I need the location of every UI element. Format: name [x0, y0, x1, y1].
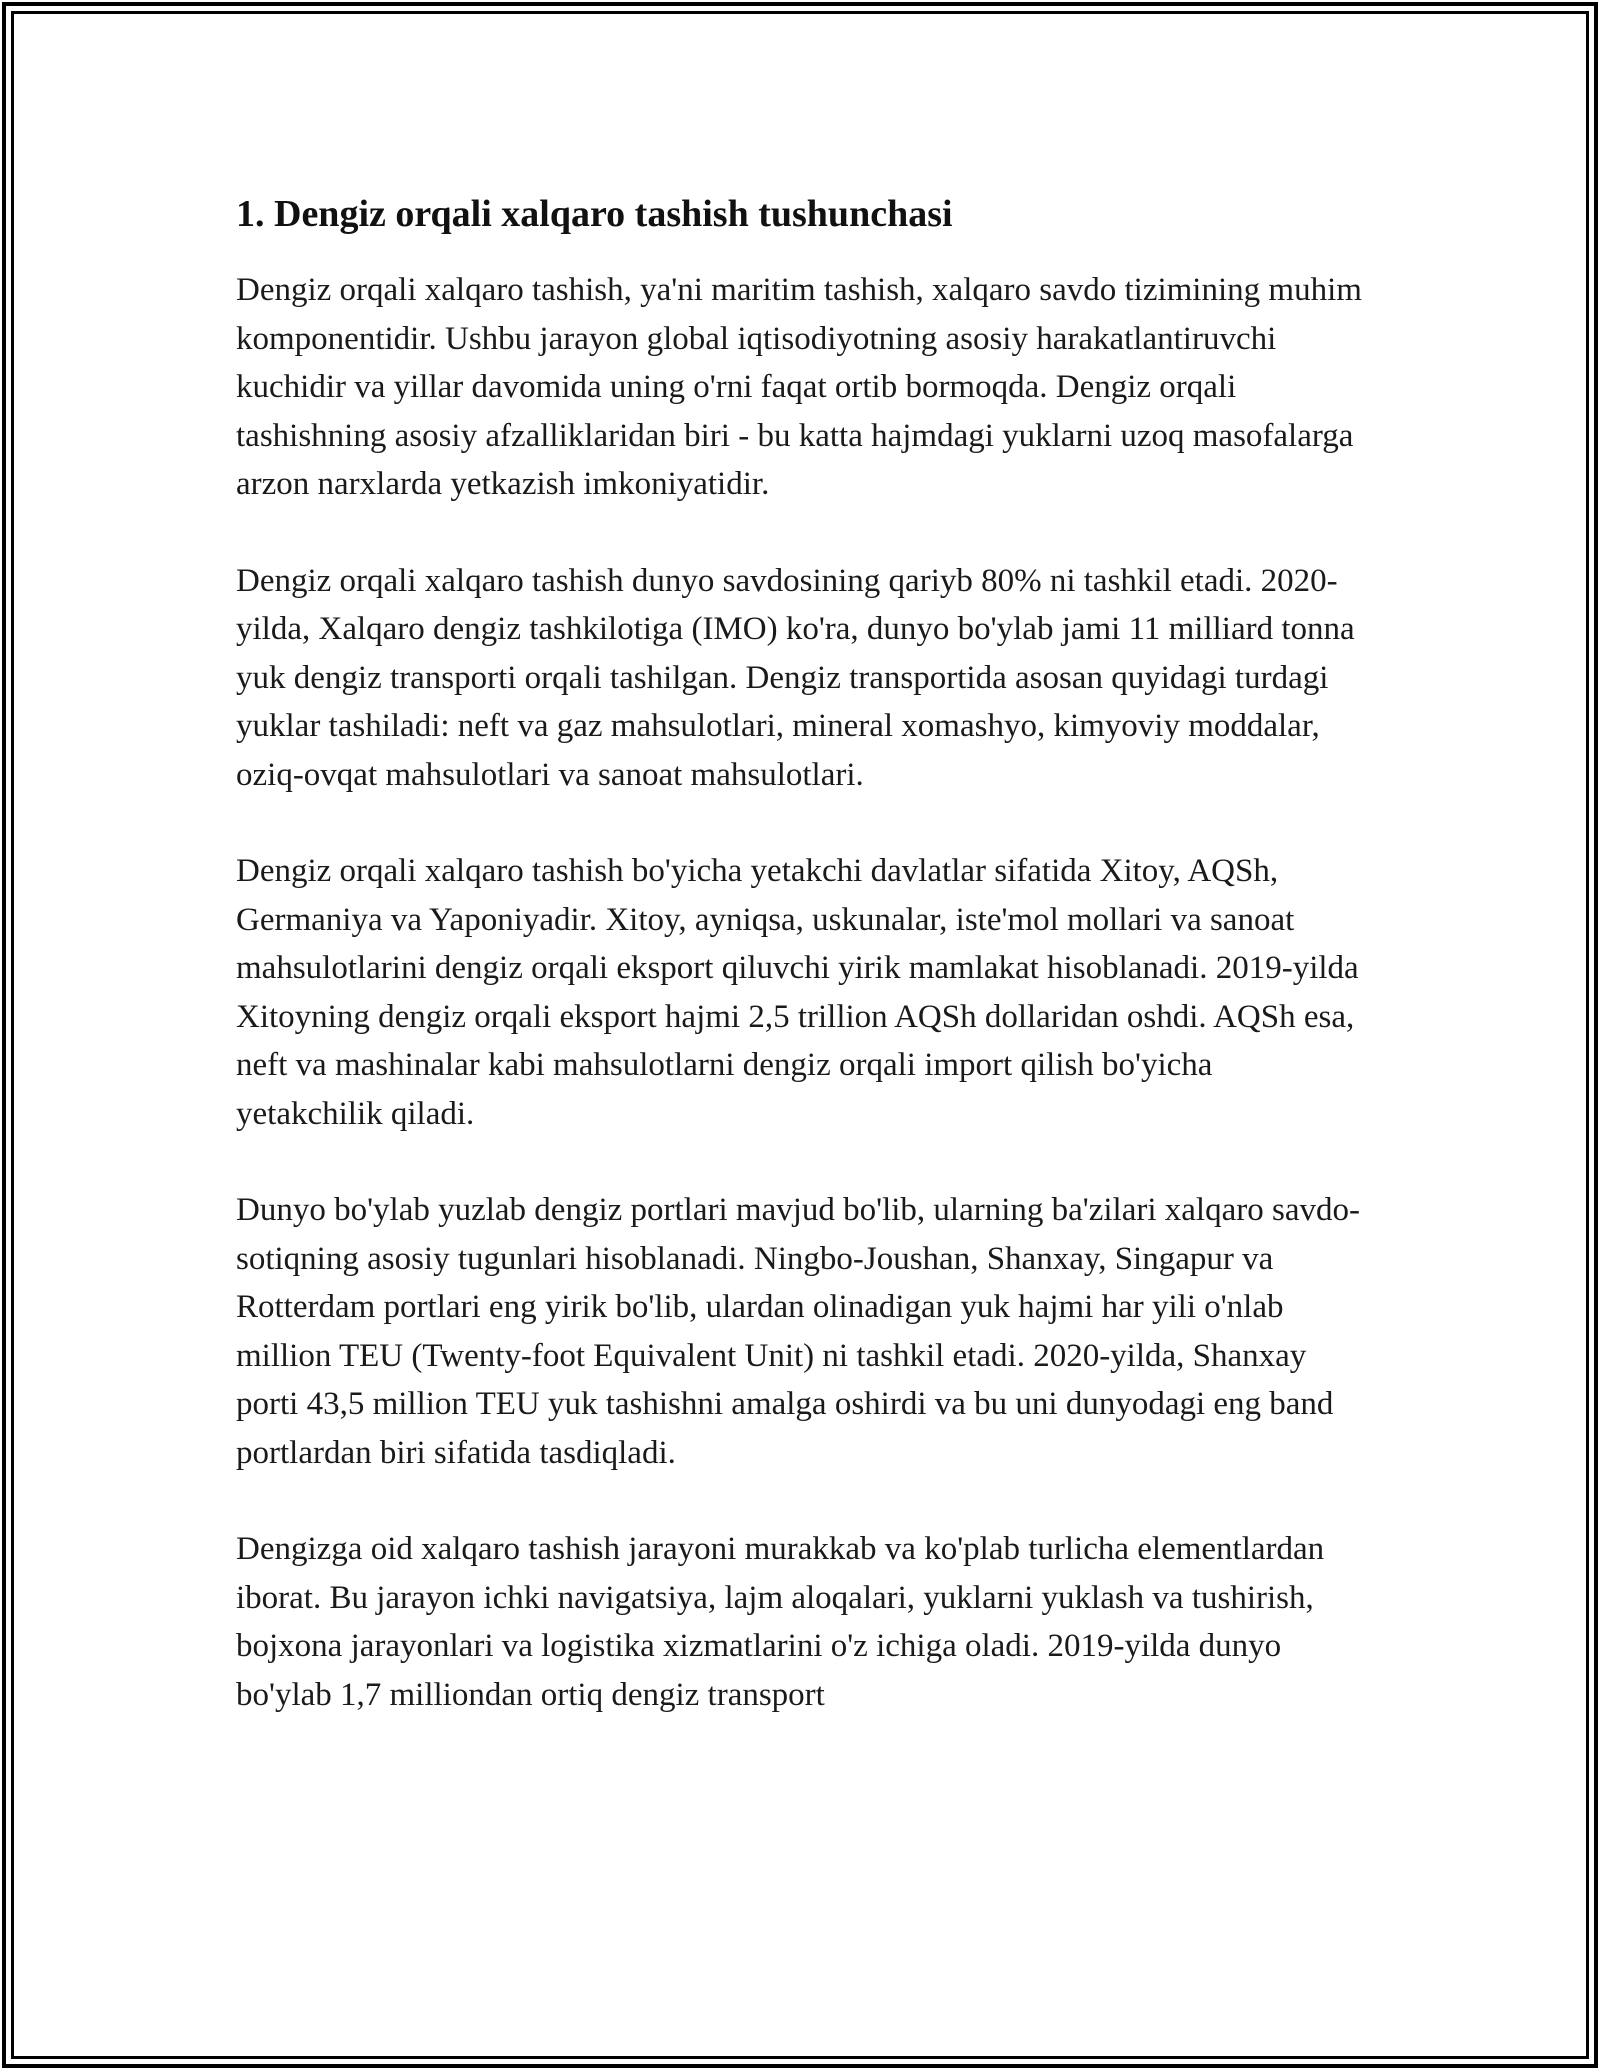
paragraph-1: Dengiz orqali xalqaro tashish, ya'ni maritim tashish, xalqaro savdo tizimining muhim komponentidir. Ushbu jarayon global iqtisodiyotning asosiy harakatlantiruvchi kuchidir va yillar davomida uning o'rni faqat ortib bormoqda. Dengiz orqali tashishning asosiy afzalliklaridan biri - bu katta hajmdagi yuklarni uzoq masofalarga arzon narxlarda yetkazish imkoniyatidir. — [236, 272, 1362, 502]
section-heading: 1. Dengiz orqali xalqaro tashish tushunchasi — [236, 193, 953, 235]
paragraph-4: Dunyo bo'ylab yuzlab dengiz portlari mavjud bo'lib, ularning ba'zilari xalqaro savdo-sotiqning asosiy tugunlari hisoblanadi. Ningbo-Joushan, Shanxay, Singapur va Rotterdam portlari eng yirik bo'lib, ulardan olinadigan yuk hajmi har yili o'nlab million TEU (Twenty-foot Equivalent Unit) ni tashkil etadi. 2020-yilda, Shanxay porti 43,5 million TEU yuk tashishni amalga oshirdi va bu uni dunyodagi eng band portlardan biri sifatida tasdiqladi. — [236, 1192, 1360, 1471]
paragraph-5: Dengizga oid xalqaro tashish jarayoni murakkab va ko'plab turlicha elementlardan iborat. Bu jarayon ichki navigatsiya, lajm aloqalari, yuklarni yuklash va tushirish, bojxona jarayonlari va logistika xizmatlarini o'z ichiga oladi. 2019-yilda dunyo bo'ylab 1,7 milliondan ortiq dengiz transport — [236, 1531, 1325, 1713]
paragraph-2: Dengiz orqali xalqaro tashish dunyo savdosining qariyb 80% ni tashkil etadi. 2020-yilda, Xalqaro dengiz tashkilotiga (IMO) ko'ra, dunyo bo'ylab jami 11 milliard tonna yuk dengiz transporti orqali tashilgan. Dengiz transportida asosan quyidagi turdagi yuklar tashiladi: neft va gaz mahsulotlari, mineral xomashyo, kimyoviy moddalar, oziq-ovqat mahsulotlari va sanoat mahsulotlari. — [236, 562, 1355, 793]
paragraph-3: Dengiz orqali xalqaro tashish bo'yicha yetakchi davlatlar sifatida Xitoy, AQSh, Germaniya va Yaponiyadir. Xitoy, ayniqsa, uskunalar, iste'mol mollari va sanoat mahsulotlarini dengiz orqali eksport qiluvchi yirik mamlakat hisoblanadi. 2019-yilda Xitoyning dengiz orqali eksport hajmi 2,5 trillion AQSh dollaridan oshdi. AQSh esa, neft va mashinalar kabi mahsulotlarni dengiz orqali import qilish bo'yicha yetakchilik qiladi. — [236, 853, 1359, 1132]
document-body — [236, 186, 1366, 1767]
